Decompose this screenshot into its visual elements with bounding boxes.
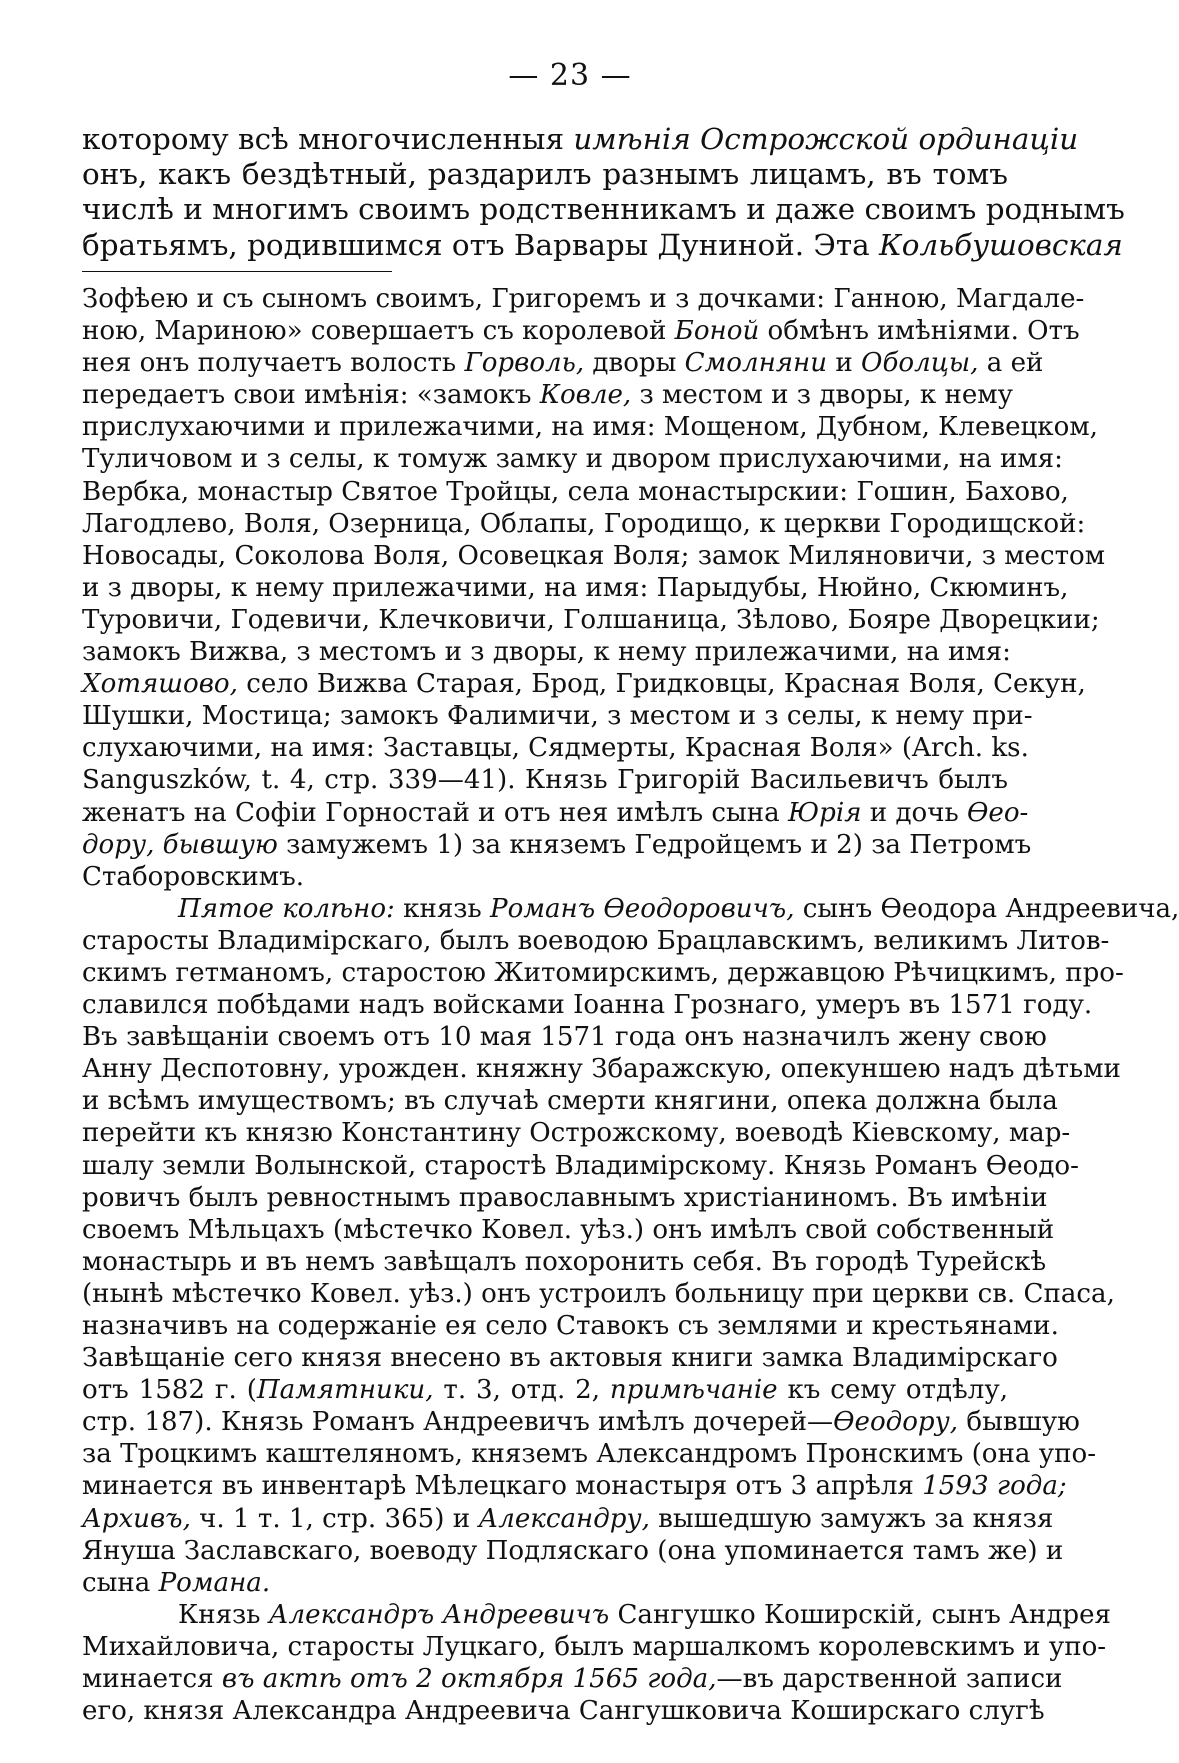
text-segment: Завѣщаніе сего князя внесено въ актовыя книги замка Владимірскаго — [82, 1343, 1058, 1374]
text-line — [82, 1117, 1071, 1149]
text-segment: дворы — [584, 348, 685, 379]
text-segment: ч. 1 т. 1, стр. 365) и — [190, 1503, 479, 1534]
text-segment: ровичъ былъ ревностнымъ православнымъ христіаниномъ. Въ имѣніи — [82, 1182, 1048, 1213]
text-line — [82, 315, 1080, 347]
text-segment: женатъ на Софіи Горностай и отъ нея имѣлъ сына — [82, 797, 789, 828]
text-segment: бывшую — [958, 1407, 1080, 1438]
italic-segment: Хотяшово, — [82, 669, 238, 700]
text-segment: передаетъ свои имѣнія: «замокъ — [82, 380, 540, 411]
text-line — [82, 797, 1029, 829]
text-line — [82, 411, 1098, 443]
text-line — [82, 604, 1100, 636]
text-segment: которому всѣ многочисленныя — [82, 122, 574, 156]
text-segment: замужемъ 1) за княземъ Гедройцемъ и 2) за Петромъ — [277, 829, 1032, 860]
text-line — [82, 1150, 1079, 1182]
text-segment: славился побѣдами надъ войсками Іоанна Грознаго, умеръ въ 1571 году. — [82, 990, 1093, 1021]
text-line — [82, 122, 1079, 157]
text-segment: т. 3, отд. 2, — [433, 1375, 610, 1406]
text-segment: Туровичи, Годевичи, Клечковичи, Голшаница, Зѣлово, Бояре Дворецкии; — [82, 604, 1100, 635]
text-segment: минается въ инвентарѣ Мѣлецкаго монастыря отъ 3 апрѣля — [82, 1471, 923, 1502]
text-segment: село Вижва Старая, Брод, Гридковцы, Красная Воля, Секун, — [237, 669, 1086, 700]
text-segment: ною, Мариною» совершаетъ съ королевой — [82, 316, 675, 347]
text-line — [82, 1085, 1058, 1117]
footnote-block — [82, 283, 1179, 1727]
text-line — [82, 957, 1124, 989]
italic-segment: Архивъ, — [82, 1503, 191, 1534]
text-line — [82, 668, 1086, 700]
text-segment: Въ завѣщаніи своемъ отъ 10 мая 1571 года онъ назначилъ жену свою — [82, 1022, 1047, 1053]
italic-segment: Смолняни — [684, 348, 828, 379]
italic-segment: Горволь, — [464, 348, 585, 379]
text-line — [82, 227, 1123, 263]
text-segment: отъ 1582 г. ( — [82, 1375, 257, 1406]
text-line — [82, 476, 1069, 508]
text-line — [82, 1663, 1063, 1695]
text-line — [82, 1695, 1045, 1727]
text-segment: Януша Заславскаго, воеводу Подляскаго (она упоминается тамъ же) и — [82, 1535, 1064, 1566]
italic-segment: Ковле, — [539, 380, 632, 411]
text-segment: Зофѣею и съ сыномъ своимъ, Григоремъ и з дочками: Ганною, Магдале- — [82, 284, 1085, 314]
text-line — [82, 1246, 1047, 1278]
text-segment: Михайловича, старосты Луцкаго, былъ маршалкомъ королевскимъ и упо- — [82, 1631, 1107, 1662]
text-segment: Вербка, монастыр Святое Тройцы, села монастырскии: Гошин, Бахово, — [82, 476, 1069, 507]
text-line — [82, 1021, 1047, 1053]
text-line — [82, 700, 1033, 732]
text-line — [82, 1374, 1008, 1406]
italic-segment: Пятое колѣно: — [178, 893, 395, 924]
text-line — [82, 1599, 1111, 1631]
text-segment: монастырь и въ немъ завѣщалъ похоронить себя. Въ городѣ Турейскѣ — [82, 1246, 1047, 1277]
text-line — [82, 1631, 1107, 1663]
text-line — [82, 572, 1069, 604]
text-line — [82, 192, 1125, 227]
text-segment: а ей — [978, 348, 1044, 379]
text-segment: Сангушко Коширскій, сынъ Андрея — [609, 1599, 1111, 1630]
text-segment: (нынѣ мѣстечко Ковел. уѣз.) онъ устроилъ больницу при церкви св. Спаса, — [82, 1278, 1115, 1309]
text-segment: Анну Деспотовну, урожден. княжну Збаражскую, опекуншею надъ дѣтьми — [82, 1054, 1121, 1085]
text-segment: князь — [394, 893, 491, 924]
text-segment: Туличовом и з селы, к томуж замку и двором прислухаючими, на имя: — [82, 444, 1063, 475]
text-line — [82, 1503, 1054, 1535]
text-segment: скимъ гетманомъ, старостою Житомирскимъ, державцою Рѣчицкимъ, про- — [82, 957, 1124, 988]
text-segment: —въ дарственной записи — [716, 1664, 1063, 1695]
italic-segment: Памятники, — [256, 1375, 434, 1406]
text-line — [82, 732, 1029, 764]
paragraph-alexander — [82, 1599, 1111, 1727]
text-segment: Шушки, Мостица; замокъ Фалимичи, з местом и з селы, к нему при- — [82, 701, 1033, 732]
text-segment: братьямъ, родившимся отъ Варвары Дуниной. Эта — [82, 227, 880, 262]
text-segment: з местом и з дворы, к нему — [631, 380, 1013, 411]
text-line — [82, 283, 1085, 315]
text-line — [82, 829, 1032, 861]
text-segment: къ сему отдѣлу, — [777, 1375, 1008, 1406]
text-line — [82, 1406, 1080, 1438]
page-number: — 23 — — [508, 58, 632, 93]
text-segment: и з дворы, к нему прилежачими, на имя: Парыдубы, Нюйно, Скюминъ, — [82, 572, 1069, 603]
text-segment: прислухаючими и прилежачими, на имя: Мощеном, Дубном, Клевецком, — [82, 412, 1098, 443]
text-line — [82, 893, 1179, 925]
text-line — [82, 1567, 1008, 1599]
text-segment: Стаборовскимъ. — [82, 861, 304, 892]
italic-segment: Кольбушовская — [879, 227, 1123, 262]
text-segment: своемъ Мѣльцахъ (мѣстечко Ковел. уѣз.) онъ имѣлъ свой собственный — [82, 1214, 1055, 1245]
text-segment: перейти къ князю Константину Острожскому, воеводѣ Кіевскому, мар- — [82, 1118, 1071, 1149]
text-line — [82, 540, 1106, 572]
text-segment: числѣ и многимъ своимъ родственникамъ и даже своимъ роднымъ — [82, 192, 1125, 227]
text-segment: вышедшую замужъ за князя — [649, 1503, 1054, 1534]
text-segment: Лагодлево, Воля, Озерница, Облапы, Городищо, к церкви Городищской: — [82, 508, 1086, 539]
text-line — [82, 157, 1008, 192]
text-line — [82, 1342, 1058, 1374]
text-segment: Князь — [178, 1599, 269, 1630]
text-line — [82, 443, 1063, 475]
text-segment: стр. 187). Князь Романъ Андреевичъ имѣлъ дочерей— — [82, 1407, 834, 1438]
italic-segment: Оболцы, — [861, 348, 979, 379]
text-segment: замокъ Вижва, з местомъ и з дворы, к нему прилежачими, на имя: — [82, 637, 1011, 668]
text-segment: слухаючими, на имя: Заставцы, Сядмерты, Красная Воля» (Arch. ks. — [82, 733, 1029, 764]
text-segment: старосты Владимірскаго, былъ воеводою Брацлавскимъ, великимъ Литов- — [82, 925, 1110, 956]
text-line — [82, 1310, 1059, 1342]
text-segment: Sanguszków, t. 4, стр. 339—41). Князь Григорій Васильевичъ былъ — [82, 765, 1008, 796]
text-line — [82, 1278, 1115, 1310]
italic-segment: Александръ Андреевичъ — [268, 1599, 610, 1630]
italic-segment: 1593 года; — [922, 1471, 1067, 1502]
text-line — [82, 989, 1093, 1021]
text-line — [82, 925, 1110, 957]
text-segment: и — [827, 348, 862, 379]
text-segment: сына — [82, 1567, 159, 1598]
italic-segment: Боной — [674, 316, 760, 347]
text-segment: обмѣнъ имѣніями. Отъ — [759, 316, 1080, 347]
text-line — [82, 347, 1044, 379]
text-segment: и дочь — [861, 797, 968, 828]
text-line — [82, 1438, 1097, 1470]
text-line — [82, 508, 1086, 540]
text-line — [82, 1535, 1064, 1567]
text-segment: нея онъ получаетъ волость — [82, 348, 465, 379]
text-line — [82, 1214, 1055, 1246]
text-line — [82, 379, 1013, 411]
italic-segment: въ актѣ отъ 2 октября 1565 года, — [221, 1664, 717, 1695]
text-segment: онъ, какъ бездѣтный, раздарилъ разнымъ лицамъ, въ томъ — [82, 157, 1008, 192]
text-segment: назначивъ на содержаніе ея село Ставокъ съ землями и крестьянами. — [82, 1311, 1059, 1341]
text-segment: шалу земли Волынской, старостѣ Владимірскому. Князь Романъ Ѳеодо- — [82, 1150, 1079, 1181]
italic-segment: примѣчаніе — [609, 1375, 778, 1406]
text-segment: минается — [82, 1664, 222, 1695]
main-text — [82, 122, 1125, 263]
footnote-text — [82, 283, 1106, 893]
text-segment: сынъ Ѳеодора Андреевича, — [794, 893, 1179, 924]
text-segment: и всѣмъ имуществомъ; въ случаѣ смерти княгини, опека должна была — [82, 1086, 1058, 1117]
italic-segment: Ѳеодору, — [833, 1407, 959, 1438]
italic-segment: Ѳео- — [967, 797, 1029, 828]
text-segment: за Троцкимъ каштеляномъ, княземъ Александромъ Пронскимъ (она упо- — [82, 1439, 1097, 1470]
text-line — [82, 1053, 1121, 1085]
text-line — [82, 1470, 1067, 1502]
text-line — [82, 764, 1008, 796]
italic-segment: дору, бывшую — [82, 829, 278, 860]
italic-segment: Юрія — [788, 797, 862, 828]
text-line — [82, 636, 1011, 668]
italic-segment: Романа. — [158, 1567, 271, 1598]
text-segment: Новосады, Соколова Воля, Осовецкая Воля; замок Миляновичи, з местом — [82, 540, 1106, 571]
footnote-separator — [82, 271, 392, 272]
italic-segment: Александру, — [478, 1503, 650, 1534]
text-segment: его, князя Александра Андреевича Сангушковича Коширскаго слугѣ — [82, 1696, 1045, 1727]
text-line — [82, 1182, 1048, 1214]
paragraph-fifth-generation — [82, 893, 1179, 1599]
italic-segment: имѣнія Острожской ординаціи — [573, 122, 1079, 156]
text-line — [82, 861, 1008, 893]
italic-segment: Романъ Ѳеодоровичъ, — [490, 893, 795, 924]
